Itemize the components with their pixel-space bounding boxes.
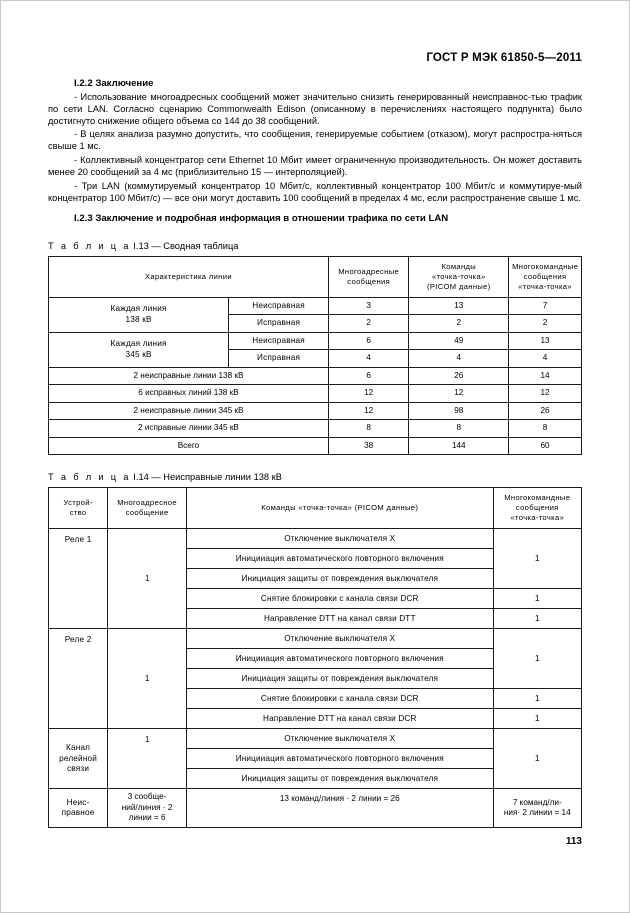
th-p2p-l2: «точка-точка»	[431, 271, 486, 281]
device-l1: Канал	[65, 743, 91, 753]
cell-multicommand: 26	[509, 402, 582, 420]
cell-p2p: 49	[409, 332, 509, 350]
table-row	[49, 629, 582, 649]
cell-command: Направление DTT на канал связи DCR	[187, 709, 493, 729]
table-row	[49, 367, 582, 385]
th-multicommand	[493, 488, 581, 529]
cell-multicommand: 1	[493, 529, 581, 589]
cell-multicommand: 1	[493, 629, 581, 689]
table-row	[49, 729, 582, 749]
table-summary-row	[49, 789, 582, 828]
cell-summary-commands: 13 команд/линия · 2 линии = 26	[187, 789, 493, 828]
cell-multicommand: 14	[509, 367, 582, 385]
cell-command: Иницииация автоматического повторного включения	[187, 749, 493, 769]
cell-multicast: 12	[328, 385, 409, 403]
cell-total-p2p: 144	[409, 437, 509, 455]
cell-multicommand: 2	[509, 315, 582, 333]
cell-p2p: 98	[409, 402, 509, 420]
cell-multicast: 12	[328, 402, 409, 420]
cell-state: Исправная	[229, 315, 329, 333]
table-13-caption	[48, 241, 582, 251]
cell-multicommand: 12	[509, 385, 582, 403]
paragraph-1: - Использование многоадресных сообщений может значительно снизить генерированный неисправнос-тью трафик по сети LAN. Согласно сценарию Commonwealth Edison (описанному в перечислениях настоящего подпункта) было достигнуто снижение общего объема со 144 до 38 сообщений.	[48, 91, 582, 126]
cell-span-label: 6 исправных линий 138 кВ	[49, 385, 329, 403]
summary-multicast-l2: ний/линия · 2	[121, 802, 173, 812]
table-row	[49, 420, 582, 438]
section-heading-123: I.2.3 Заключение и подробная информация в отношении трафика по сети LAN	[74, 212, 449, 224]
paragraph-3: - Коллективный концентратор сети Ethernet 10 Мбит имеет ограниченную производительность. Он может доставить менее 20 сообщений за 4 мс (приблизительно 15 — интерполяцией).	[48, 154, 582, 178]
group-138-l2: 138 кВ	[125, 314, 152, 324]
cell-multicommand: 1	[493, 589, 581, 609]
th-multicast-l1: Многоадресные	[338, 266, 400, 276]
cell-span-label: 2 неисправные линии 345 кВ	[49, 402, 329, 420]
table-14	[48, 487, 582, 828]
table-row	[49, 529, 582, 549]
group-345-l2: 345 кВ	[125, 349, 152, 359]
cell-summary-multicast	[108, 789, 187, 828]
cell-multicast: 1	[108, 629, 187, 729]
summary-device-l2: правное	[61, 808, 95, 818]
cell-device	[49, 729, 108, 789]
th-multicommand-l1: Многокомандные	[512, 261, 579, 271]
cell-multicommand: 7	[509, 297, 582, 315]
paragraph-4: - Три LAN (коммутируемый концентратор 10 Мбит/с, коллективный концентратор 100 Мбит/с и коммутируе-мый концентратор 100 Мбит/с) — все они могут доставить 100 сообщений в пределах 4 мс, если распространение свыше 1 мс.	[48, 180, 582, 203]
th-multicast-msg-l2: сообщение	[125, 508, 169, 518]
cell-multicast: 2	[328, 315, 409, 333]
table-14-header-row	[49, 488, 582, 529]
page-number: 113	[565, 836, 582, 847]
cell-command: Отключение выключателя X	[187, 729, 493, 749]
th-characteristic: Характеристика линии	[49, 256, 329, 297]
th-device	[49, 488, 108, 529]
table-13	[48, 256, 582, 456]
th-p2p-l3: (PICOM данные)	[426, 281, 491, 291]
cell-state: Неисправная	[229, 332, 329, 350]
cell-state: Исправная	[229, 350, 329, 368]
cell-command: Иницииация автоматического повторного включения	[187, 549, 493, 569]
cell-p2p: 12	[409, 385, 509, 403]
cell-group-138	[49, 297, 229, 332]
cell-multicommand: 1	[493, 729, 581, 789]
group-345-l1: Каждая линия	[110, 339, 167, 349]
summary-multicommand-l1: 7 команд/ли-	[512, 797, 562, 807]
th-p2p-l1: Команды	[441, 261, 477, 271]
th-multicast-l2: сообщения	[347, 276, 391, 286]
group-138-l1: Каждая линия	[110, 304, 167, 314]
th-p2p	[409, 256, 509, 297]
running-head: ГОСТ Р МЭК 61850-5—2011	[426, 52, 582, 64]
th-multicommand-l2: сообщения	[523, 271, 567, 281]
th-multicast-msg	[108, 488, 187, 529]
section-heading-122: I.2.2 Заключение	[74, 78, 154, 89]
th-multicommand-l3: «точка-точка»	[510, 513, 565, 523]
cell-multicast: 8	[328, 420, 409, 438]
th-device-l1: Устрой-	[63, 498, 93, 508]
cell-state: Неисправная	[229, 297, 329, 315]
cell-total-multicast: 38	[328, 437, 409, 455]
summary-multicast-l1: 3 сообще-	[127, 792, 167, 802]
table-total-row	[49, 437, 582, 455]
cell-multicommand: 4	[509, 350, 582, 368]
cell-multicommand: 8	[509, 420, 582, 438]
cell-command: Инициация защиты от повреждения выключателя	[187, 669, 493, 689]
cell-group-345	[49, 332, 229, 367]
cell-device: Реле 2	[49, 629, 108, 729]
cell-device: Реле 1	[49, 529, 108, 629]
th-multicommand-l2: сообщения	[515, 503, 559, 513]
th-multicast-msg-l1: Многоадресное	[117, 498, 177, 508]
table-14-caption-prefix: Т а б л и ц а	[48, 472, 131, 483]
th-multicommand-l1: Многокомандные	[504, 493, 571, 503]
cell-command: Направление DTT на канал связи DTT	[187, 609, 493, 629]
table-13-caption-rest: I.13 — Сводная таблица	[133, 240, 239, 251]
cell-summary-device	[49, 789, 108, 828]
table-14-caption	[48, 472, 582, 482]
cell-command: Иницииация автоматического повторного включения	[187, 649, 493, 669]
cell-multicast: 6	[328, 367, 409, 385]
cell-total-label: Всего	[49, 437, 329, 455]
cell-p2p: 2	[409, 315, 509, 333]
cell-p2p: 8	[409, 420, 509, 438]
cell-p2p: 13	[409, 297, 509, 315]
table-row	[49, 332, 582, 350]
cell-multicast: 1	[108, 529, 187, 629]
cell-command: Отключение выключателя X	[187, 629, 493, 649]
th-multicommand-l3: «точка-точка»	[518, 281, 572, 291]
cell-span-label: 2 неисправные линии 138 кВ	[49, 367, 329, 385]
th-multicast	[328, 256, 409, 297]
cell-span-label: 2 исправные линии 345 кВ	[49, 420, 329, 438]
cell-total-multicommand: 60	[509, 437, 582, 455]
table-13-caption-prefix: Т а б л и ц а	[48, 240, 131, 251]
cell-command: Инициация защиты от повреждения выключателя	[187, 569, 493, 589]
cell-summary-multicommand	[493, 789, 581, 828]
cell-multicommand: 1	[493, 709, 581, 729]
table-row	[49, 385, 582, 403]
th-multicommand	[509, 256, 582, 297]
cell-multicast: 1	[108, 729, 187, 789]
table-row	[49, 297, 582, 315]
paragraph-2: - В целях анализа разумно допустить, что сообщения, генерируемые событием (отказом), могут распростра-няться свыше 1 мс.	[48, 129, 582, 152]
th-device-l2: ство	[69, 508, 87, 518]
summary-multicast-l3: линии = 6	[128, 813, 166, 823]
cell-multicast: 6	[328, 332, 409, 350]
cell-multicast: 3	[328, 297, 409, 315]
cell-command: Отключение выключателя X	[187, 529, 493, 549]
table-row	[49, 402, 582, 420]
cell-command: Снятие блокировки с канала связи DCR	[187, 689, 493, 709]
cell-p2p: 26	[409, 367, 509, 385]
table-13-header-row	[49, 256, 582, 297]
device-l3: связи	[67, 764, 90, 774]
cell-multicast: 4	[328, 350, 409, 368]
summary-device-l1: Неис-	[66, 797, 90, 807]
cell-p2p: 4	[409, 350, 509, 368]
summary-multicommand-l2: ния· 2 линии = 14	[503, 808, 571, 818]
cell-command: Инициация защиты от повреждения выключателя	[187, 769, 493, 789]
cell-multicommand: 1	[493, 689, 581, 709]
device-l2: релейной	[59, 753, 98, 763]
cell-multicommand: 1	[493, 609, 581, 629]
table-14-caption-rest: I.14 — Неисправные линии 138 кВ	[133, 472, 282, 483]
page-content	[48, 0, 582, 828]
th-commands: Команды «точка-точка» (PICOM данные)	[187, 488, 493, 529]
cell-command: Снятие блокировки с канала связи DCR	[187, 589, 493, 609]
cell-multicommand: 13	[509, 332, 582, 350]
